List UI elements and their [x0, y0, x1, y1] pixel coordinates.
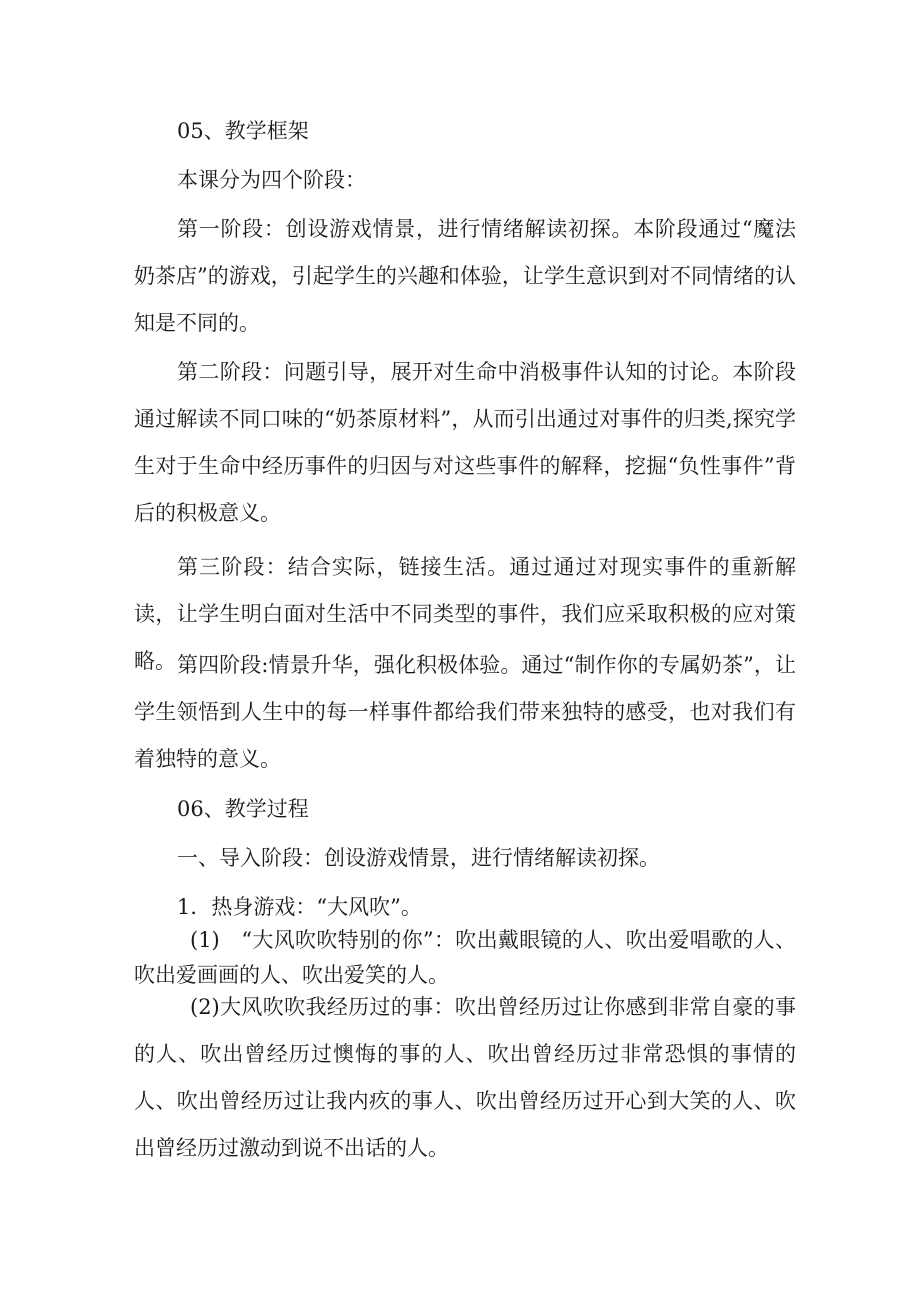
stage-1-paragraph: 第一阶段：创设游戏情景，进行情绪解读初探。本阶段通过“魔法奶茶店”的游戏，引起学生的兴趣和体验，让学生意识到对不同情绪的认知是不同的。	[134, 217, 796, 335]
stage-4-paragraph: 第四阶段:情景升华，强化积极体验。通过“制作你的专属奶茶”，让学生领悟到人生中的每一样事件都给我们带来独特的感受，也对我们有着独特的意义。	[134, 653, 796, 771]
stage-3-paragraph: 第三阶段：结合实际，链接生活。通过通过对现实事件的重新解读，让学生明白面对生活中不同类型的事件，我们应采取积极的应对策略。	[134, 555, 796, 673]
section-06-heading: 06、教学过程	[177, 797, 309, 821]
section-05-intro: 本课分为四个阶段：	[177, 168, 366, 192]
game-item-2: (2)大风吹吹我经历过的事：吹出曾经历过让你感到非常自豪的事的人、吹出曾经历过懊悔的事的人、吹出曾经历过非常恐惧的事情的人、吹出曾经历过让我内疚的事人、吹出曾经历过开心到大笑的人、吹出曾经历过激动到说不出话的人。	[134, 995, 796, 1160]
intro-stage-heading: 一、导入阶段：创设游戏情景，进行情绪解读初探。	[177, 846, 660, 870]
game-item-1: (1) “大风吹吹特别的你”：吹出戴眼镜的人、吹出爱唱歌的人、吹出爱画画的人、吹出爱笑的人。	[134, 928, 796, 987]
warmup-game-title: 1．热身游戏：“大风吹”。	[177, 895, 422, 919]
stage-2-paragraph: 第二阶段：问题引导，展开对生命中消极事件认知的讨论。本阶段通过解读不同口味的“奶茶原材料”，从而引出通过对事件的归类,探究学生对于生命中经历事件的归因与对这些事件的解释，挖掘“负性事件”背后的积极意义。	[134, 360, 796, 525]
section-05-heading: 05、教学框架	[177, 119, 309, 143]
